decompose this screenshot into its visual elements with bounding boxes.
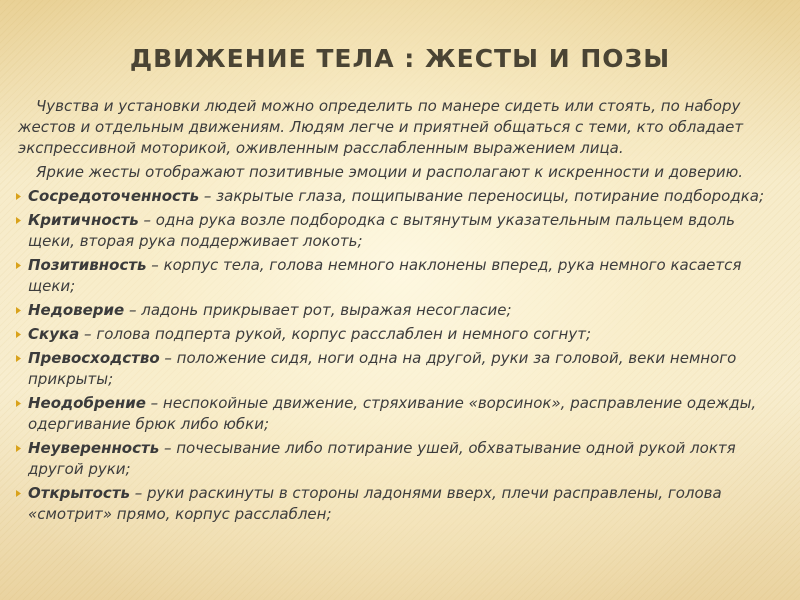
paragraph: Чувства и установки людей можно определить по манере сидеть или стоять, по набору жестов и отдельным движениям. Людям легче и приятней общаться с теми, кто обладает экспрессивной моторикой, оживленным расслабленным выражением лица. bbox=[18, 97, 744, 157]
triangle-bullet-icon bbox=[16, 307, 21, 314]
bullet-term: Неодобрение bbox=[28, 394, 146, 412]
bullet-text: – закрытые глаза, пощипывание переносицы, потирание подбородка; bbox=[199, 187, 765, 205]
bullet-term: Скука bbox=[28, 325, 80, 343]
triangle-bullet-icon bbox=[16, 400, 21, 407]
list-item bbox=[16, 348, 786, 390]
bullet-term: Позитивность bbox=[28, 256, 147, 274]
bullet-term: Критичность bbox=[28, 211, 139, 229]
list-item bbox=[16, 186, 786, 207]
list-item bbox=[16, 210, 786, 252]
bullet-text: – почесывание либо потирание ушей, обхватывание одной рукой локтя другой руки; bbox=[28, 439, 736, 478]
bullet-text: – руки раскинуты в стороны ладонями вверх, плечи расправлены, голова «смотрит» прямо, корпус расслаблен; bbox=[28, 484, 722, 523]
bullet-term: Недоверие bbox=[28, 301, 125, 319]
triangle-bullet-icon bbox=[16, 262, 21, 269]
list-item bbox=[16, 324, 786, 345]
paragraph: Яркие жесты отображают позитивные эмоции и располагают к искренности и доверию. bbox=[36, 163, 744, 181]
bullet-text: – корпус тела, голова немного наклонены вперед, рука немного касается щеки; bbox=[28, 256, 742, 295]
slide-title: ДВИЖЕНИЕ ТЕЛА : ЖЕСТЫ И ПОЗЫ bbox=[129, 44, 671, 73]
bullet-term: Сосредоточенность bbox=[28, 187, 200, 205]
bullet-text: – положение сидя, ноги одна на другой, руки за головой, веки немного прикрыты; bbox=[28, 349, 737, 388]
triangle-bullet-icon bbox=[16, 193, 21, 200]
slide-body bbox=[16, 96, 786, 528]
bullet-term: Превосходство bbox=[28, 349, 160, 367]
list-item bbox=[16, 255, 786, 297]
bullet-list bbox=[16, 186, 786, 525]
bullet-term: Неуверенность bbox=[28, 439, 160, 457]
list-item bbox=[16, 438, 786, 480]
list-item bbox=[16, 300, 786, 321]
triangle-bullet-icon bbox=[16, 355, 21, 362]
bullet-text: – ладонь прикрывает рот, выражая несогласие; bbox=[124, 301, 512, 319]
triangle-bullet-icon bbox=[16, 217, 21, 224]
list-item bbox=[16, 393, 786, 435]
triangle-bullet-icon bbox=[16, 331, 21, 338]
bullet-text: – неспокойные движение, стряхивание «ворсинок», расправление одежды, одергивание брюк либо юбки; bbox=[28, 394, 757, 433]
bullet-text: – одна рука возле подбородка с вытянутым указательным пальцем вдоль щеки, вторая рука поддерживает локоть; bbox=[28, 211, 735, 250]
bullet-term: Открытость bbox=[28, 484, 130, 502]
triangle-bullet-icon bbox=[16, 445, 21, 452]
triangle-bullet-icon bbox=[16, 490, 21, 497]
list-item bbox=[16, 483, 786, 525]
bullet-text: – голова подперта рукой, корпус расслаблен и немного согнут; bbox=[79, 325, 592, 343]
